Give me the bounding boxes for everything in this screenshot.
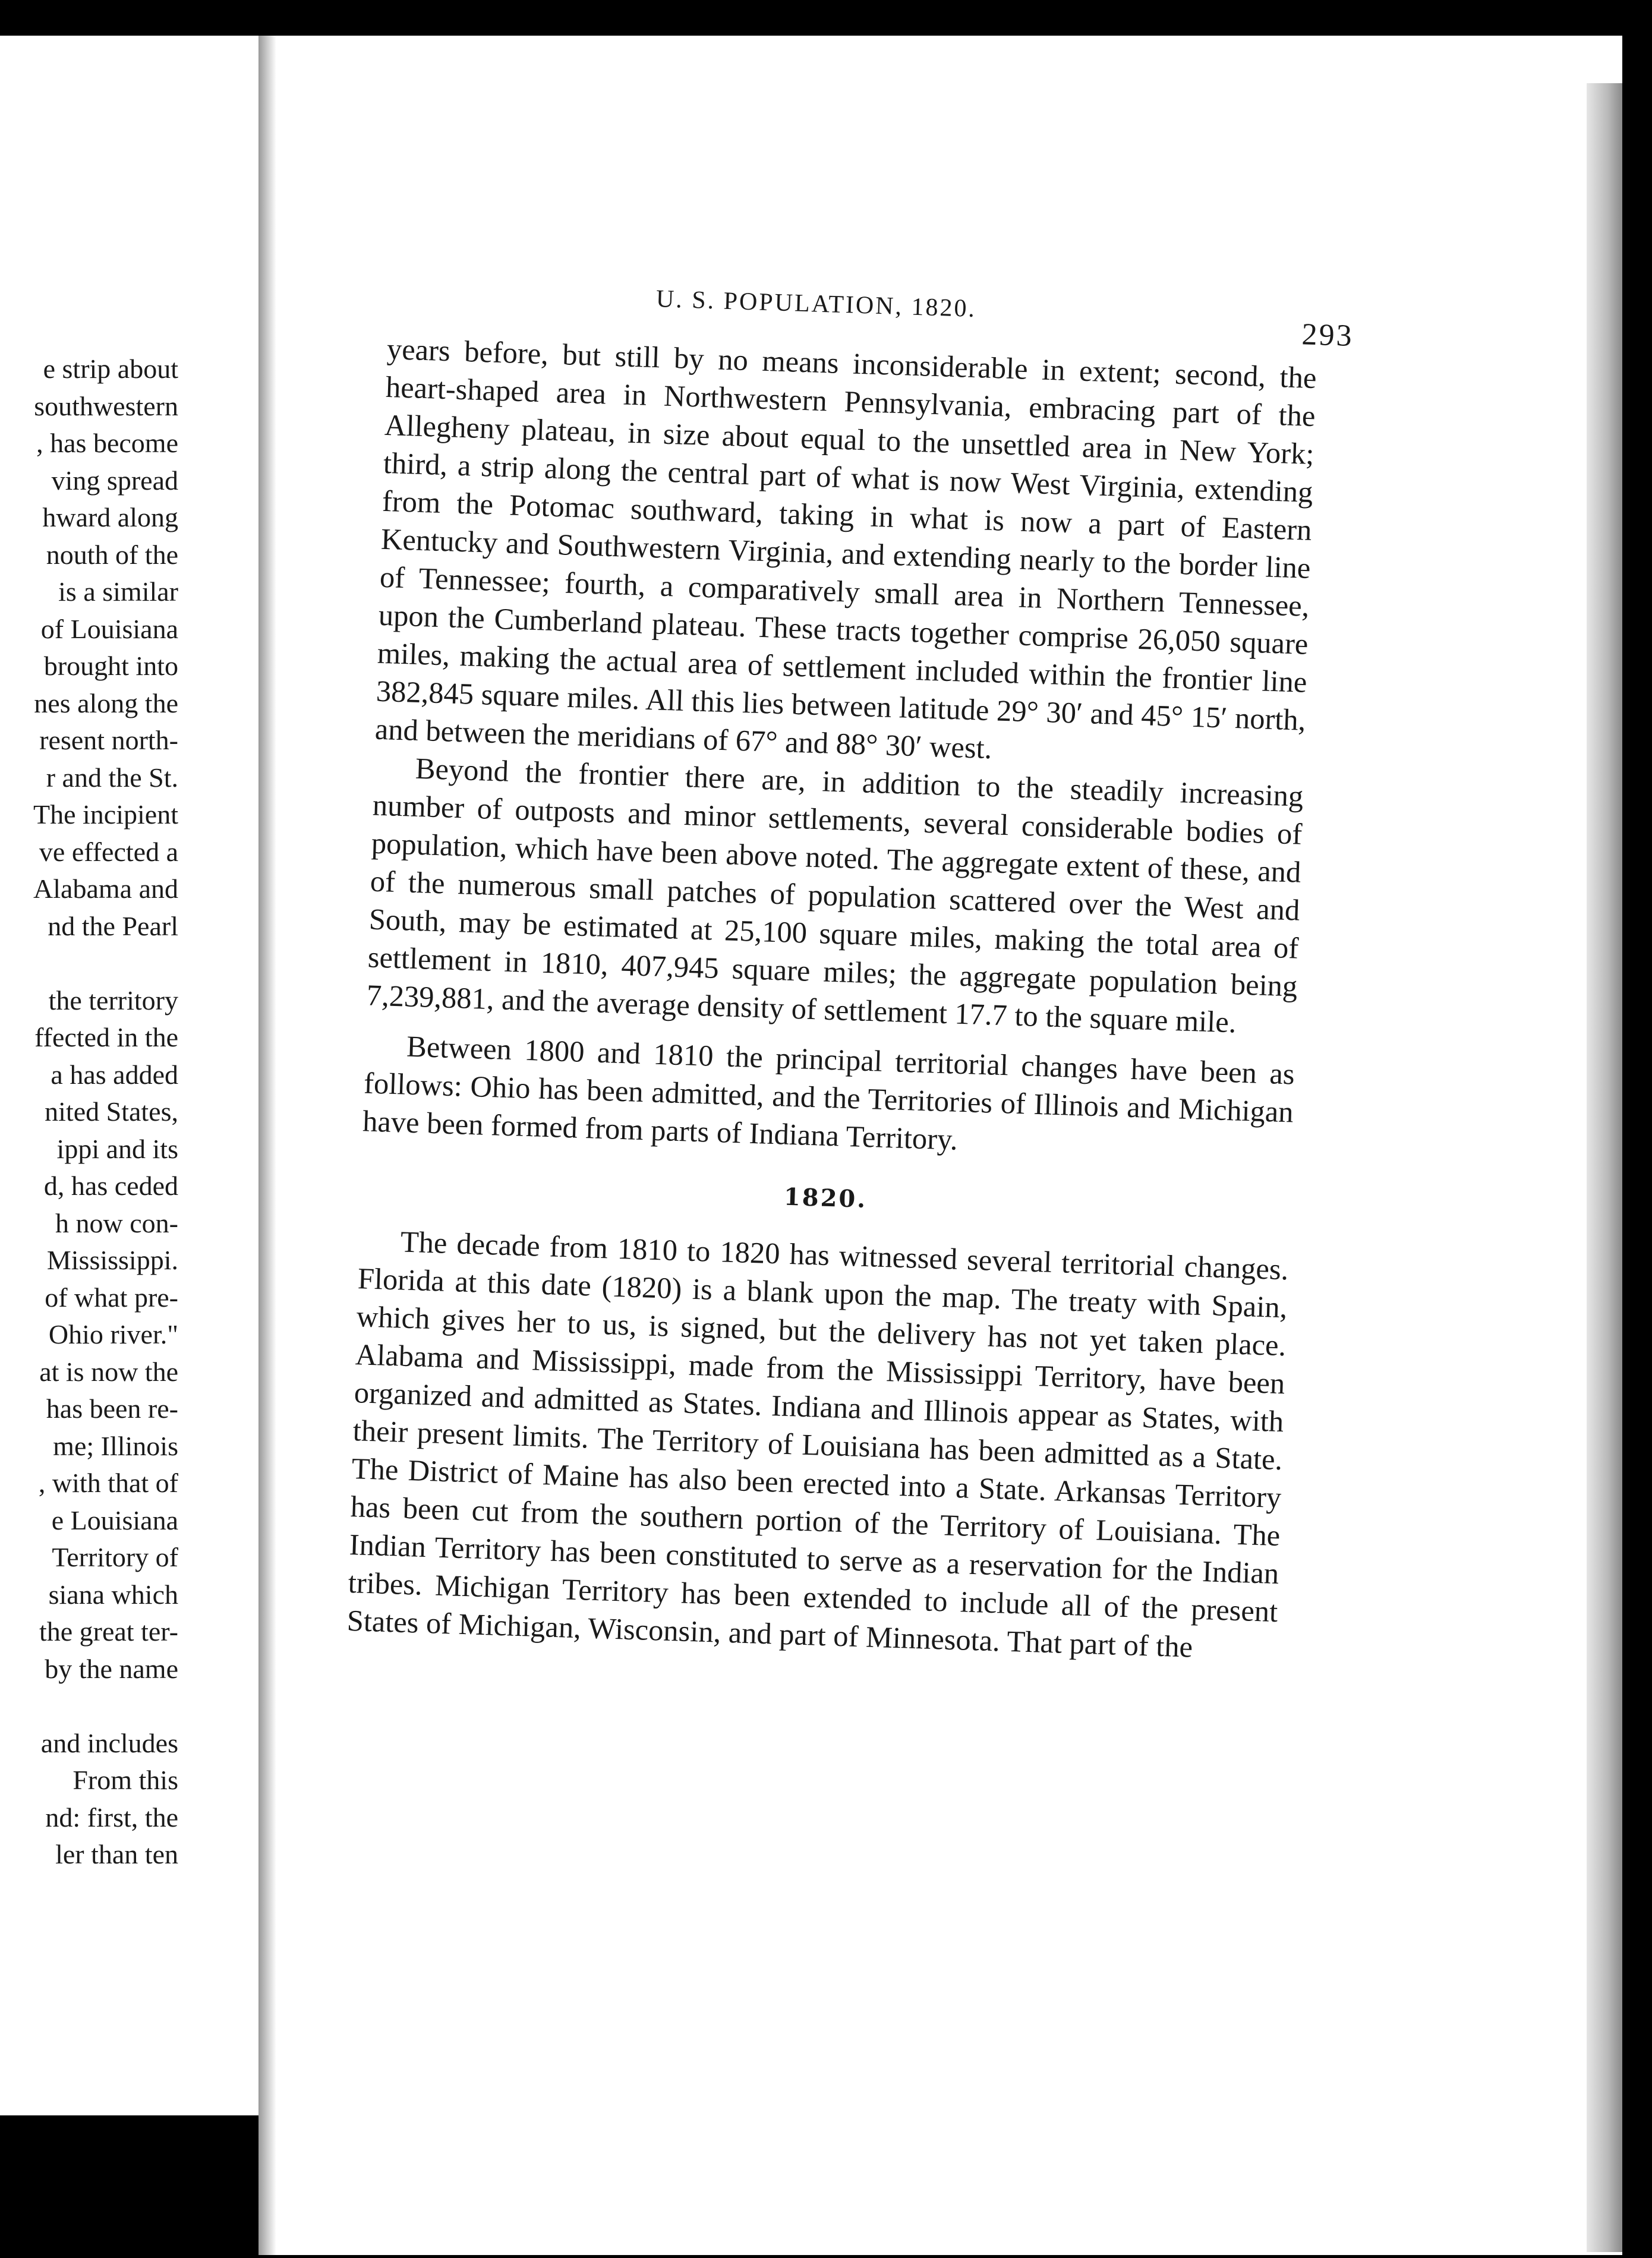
left-line: a has added [51, 1059, 178, 1090]
left-line: nd the Pearl [48, 910, 178, 941]
left-paragraph-gap [0, 945, 178, 982]
paragraph-beyond-frontier: Beyond the frontier there are, in addition to the steadily increasing number of outposts and minor settlements, several considerable bodies of population, which have been above noted. The aggregate extent of these, and of the numerous small patches of population scattered over the West and South, may be estimated at 25,100 square miles, making the total area of settlement in 1810, 407,945 square miles; the aggregate population being 7,239,881, and the average density of settlement 17.7 to the square mile. [366, 751, 1304, 1039]
left-line: has been re- [46, 1393, 178, 1424]
left-line: me; Illinois [53, 1430, 178, 1461]
paragraph-decade-1810-1820: The decade from 1810 to 1820 has witnessed several territorial changes. Florida at this date (1820) is a blank upon the map. The treaty with Spain, which gives her to us, is signed, but the delivery has not yet taken place. Alabama and Mississippi, made from the Mississippi Territory, have been organized and admitted as States. Indiana and Illinois appear as States, with their present limits. The Territory of Louisiana has been admitted as a State. The District of Maine has also been erected into a State. Arkansas Territory has been cut from the southern portion of the Territory of Louisiana. The Indian Territory has been constituted to serve as a reservation for the Indian tribes. Michigan Territory has been extended to include all of the present States of Michigan, Wisconsin, and part of Minnesota. That part of the [346, 1225, 1290, 1664]
running-head-title: U. S. POPULATION, 1820. [655, 285, 977, 323]
paragraph-continued: years before, but still by no means inconsiderable in extent; second, the heart-shaped area in Northwestern Pennsylvania, embracing part of the Allegheny plateau, in size about equal to the unsettled area in New York; third, a strip along the central part of what is now West Virginia, extending from the Potomac southward, taking in what is now a part of Eastern Kentucky and Southwestern Virginia, and extending nearly to the border line of Tennessee; fourth, a comparatively small area in Northern Tennessee, upon the Cumberland plateau. These tracts together comprise 26,050 square miles, making the actual area of settlement included within the frontier line 382,845 square miles. All this lies between latitude 29° 30′ and 45° 15′ north, and between the meridians of 67° and 88° 30′ west. [374, 332, 1317, 765]
left-line: by the name [45, 1653, 178, 1684]
left-line: and includes [40, 1727, 178, 1758]
left-page [0, 36, 285, 2115]
gutter-shadow [258, 36, 276, 2255]
left-line: the great ter- [39, 1616, 178, 1647]
page-edge-shadow [1587, 83, 1622, 2252]
left-line: is a similar [58, 576, 178, 607]
left-line: Territory of [52, 1542, 178, 1572]
left-line: e Louisiana [51, 1505, 178, 1535]
left-line: resent north- [39, 725, 178, 755]
paragraph-territorial-changes: Between 1800 and 1810 the principal territorial changes have been as follows: Ohio has been admitted, and the Territories of Illinois and Michigan have been formed from parts of Indiana Territory. [362, 1029, 1295, 1156]
left-line: at is now the [39, 1356, 178, 1387]
right-page [258, 36, 1622, 2255]
left-line: of Louisiana [40, 613, 178, 644]
left-line: ve effected a [39, 836, 178, 867]
left-line: nd: first, the [45, 1802, 178, 1833]
left-line: ving spread [51, 465, 178, 496]
left-line: ippi and its [56, 1133, 178, 1164]
left-line: of what pre- [45, 1282, 178, 1313]
left-line: Mississippi. [46, 1245, 178, 1275]
left-line: ffected in the [34, 1022, 178, 1052]
left-line: h now con- [55, 1207, 178, 1238]
left-line: r and the St. [46, 762, 178, 793]
left-line: siana which [48, 1579, 178, 1610]
left-line: d, has ceded [43, 1171, 178, 1201]
left-line: e strip about [43, 354, 178, 384]
left-line: , with that of [38, 1468, 178, 1498]
left-line: The incipient [33, 799, 178, 830]
left-line: southwestern [34, 390, 178, 421]
page-text-block [346, 276, 1354, 1669]
left-line: ler than ten [55, 1839, 178, 1869]
left-line: brought into [43, 651, 178, 681]
left-page-text [0, 351, 178, 1874]
left-line: hward along [42, 502, 178, 532]
left-line: the territory [48, 985, 178, 1016]
left-line: From this [72, 1765, 178, 1795]
left-line: nouth of the [46, 539, 178, 570]
section-heading: 1820. [783, 1182, 868, 1214]
left-line: , has become [36, 428, 178, 458]
left-line: Ohio river." [48, 1319, 178, 1349]
left-paragraph-gap [0, 1688, 178, 1725]
page-number: 293 [1301, 317, 1354, 354]
left-line: nited States, [45, 1096, 178, 1127]
left-line: nes along the [34, 688, 178, 718]
left-line: Alabama and [33, 873, 178, 904]
